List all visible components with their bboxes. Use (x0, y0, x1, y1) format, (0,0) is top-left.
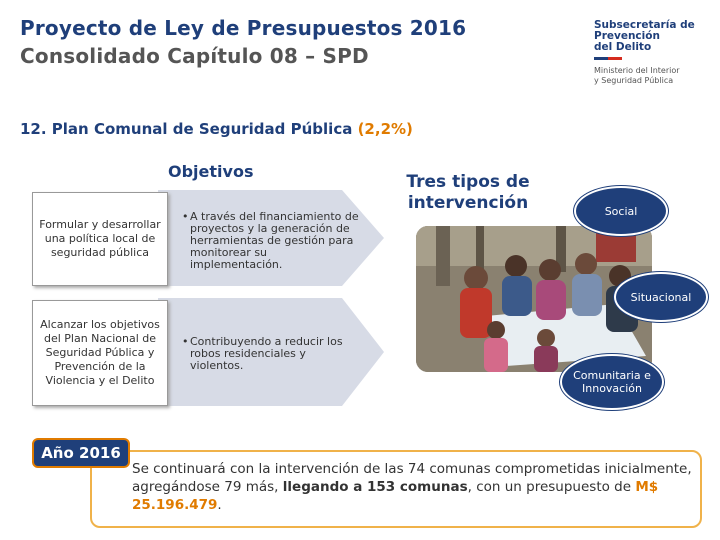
oval-social: Social (574, 186, 668, 236)
logo-name: Subsecretaría de Prevención del Delito (594, 19, 695, 53)
section-percent: (2,2%) (357, 120, 413, 138)
objective-2-box: Alcanzar los objetivos del Plan Nacional de Seguridad Pública y Prevención de la Violencia y el Delito (32, 300, 168, 406)
oval-situacional: Situacional (614, 272, 708, 322)
objective-2-detail: • Contribuyendo a reducir los robos residenciales y violentos. (182, 335, 343, 372)
note-text: Se continuará con la intervención de las 74 comunas comprometidas inicialmente, agregándose 79 más, llegando a 153 comunas, con un presupuesto de M$ 25.196.479. (132, 461, 692, 513)
oval-comunitaria: Comunitaria e Innovación (560, 354, 664, 410)
year-badge: Año 2016 (32, 438, 130, 468)
page-title: Proyecto de Ley de Presupuestos 2016 (20, 16, 467, 40)
bullet-dot: • (182, 210, 189, 223)
bullet-dot: • (182, 335, 189, 348)
logo-ministry: Ministerio del Interior y Seguridad Pública (594, 66, 680, 85)
page-subtitle: Consolidado Capítulo 08 – SPD (20, 44, 369, 68)
objectives-heading: Objetivos (168, 162, 254, 181)
intervention-heading: Tres tipos de intervención (406, 172, 530, 213)
objective-1-detail: • A través del financiamiento de proyectos y la generación de herramientas de gestión para monitorear su implementación. (182, 210, 359, 271)
objective-1-box: Formular y desarrollar una política local de seguridad pública (32, 192, 168, 286)
section-title: 12. Plan Comunal de Seguridad Pública (2,2%) (20, 120, 413, 138)
